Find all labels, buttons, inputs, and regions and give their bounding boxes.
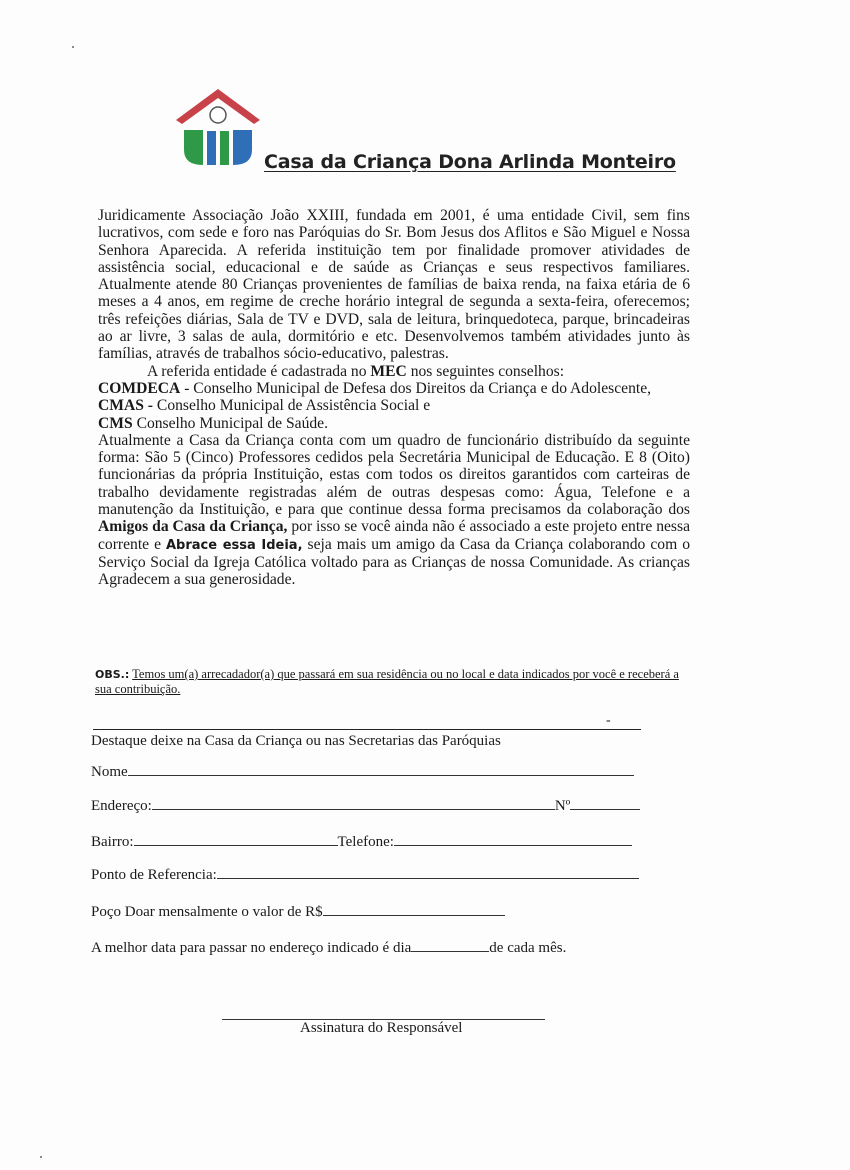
phone-label: Telefone: [337, 834, 394, 850]
cms-acronym: CMS [98, 414, 133, 432]
cmas-acronym: CMAS - [98, 397, 154, 415]
house-logo-icon [172, 86, 264, 168]
cmas-text: Conselho Municipal de Assistência Social e [156, 397, 431, 415]
name-row [91, 762, 634, 781]
address-row [91, 796, 640, 815]
mec-end: nos seguintes conselhos: [410, 362, 565, 380]
best-date-row [91, 938, 566, 957]
mec-acronym: MEC [370, 362, 407, 380]
mec-registration-line [98, 363, 690, 380]
number-label: Nº [554, 798, 571, 814]
obs-label: OBS.: [95, 668, 130, 681]
cut-mark: - [606, 713, 611, 728]
address-field[interactable] [152, 796, 555, 810]
staff-text-c: seja mais um amigo da Casa da Criança colaborando com o Serviço Social da Igreja Católica voltado para as Crianças de nossa Comunidade. As crianças Agradecem a sua generosidade. [98, 535, 690, 589]
district-field[interactable] [134, 832, 338, 846]
donation-value-label: Poço Doar mensalmente o valor de R$ [91, 904, 323, 920]
embrace-idea-highlight: Abrace essa Ideia, [166, 537, 303, 553]
district-label: Bairro: [91, 834, 134, 850]
comdeca-line [98, 380, 690, 397]
name-field[interactable] [128, 762, 634, 776]
mec-intro: A referida entidade é cadastrada no [147, 362, 367, 380]
staff-paragraph [98, 432, 690, 589]
intro-paragraph: Juridicamente Associação João XXIII, fundada em 2001, é uma entidade Civil, sem fins lucrativos, com sede e foro nas Paróquias do Sr. Bom Jesus dos Aflitos e São Miguel e Nossa Senhora Aparecida. A referida instituição tem por finalidade promover atividades de assistência social, educacional e de saúde as Crianças e seus respectivos familiares. Atualmente atende 80 Crianças provenientes de famílias de baixa renda, na faixa etária de 6 meses a 4 anos, em regime de creche horário integral de segunda a sexta-feira, oferecemos; três refeições diárias, Sala de TV e DVD, sala de leitura, brinquedoteca, parque, brincadeiras ao ar livre, 3 salas de aula, dormitório e etc. Desenvolvemos também atividades junto às famílias, através de trabalhos sócio-educativo, palestras. [98, 207, 690, 363]
best-date-label: A melhor data para passar no endereço indicado é dia [91, 940, 412, 956]
signature-label: Assinatura do Responsável [300, 1020, 463, 1036]
staff-text-a: Atualmente a Casa da Criança conta com um quadro de funcionário distribuído da seguinte forma: São 5 (Cinco) Professores cedidos pela Secretária Municipal de Educação. E 8 (Oito) funcionárias da própria Instituição, estas com todos os direitos garantidos com carteiras de trabalho devidamente registradas além de outras despesas como: Água, Telefone e a manutenção da Instituição, e para que continue dessa forma precisamos da colaboração dos [98, 431, 690, 519]
phone-field[interactable] [394, 832, 632, 846]
cms-line [98, 415, 690, 432]
detach-instruction: Destaque deixe na Casa da Criança ou nas Secretarias das Paróquias [91, 733, 501, 749]
cms-text: Conselho Municipal de Saúde. [136, 414, 328, 432]
address-label: Endereço: [91, 798, 152, 814]
comdeca-text: - Conselho Municipal de Defesa dos Direitos da Criança e do Adolescente, [184, 379, 652, 397]
reference-label: Ponto de Referencia: [91, 867, 217, 883]
donation-value-row [91, 902, 505, 921]
body-text [98, 207, 690, 589]
best-date-suffix: de cada mês. [489, 940, 567, 956]
name-label: Nome [91, 764, 128, 780]
obs-text: Temos um(a) arrecadador(a) que passará em sua residência ou no local e data indicados por você e receberá a sua contribuição. [95, 667, 679, 696]
scan-speck [40, 1156, 42, 1158]
best-date-field[interactable] [411, 938, 489, 952]
district-row [91, 832, 632, 851]
observation-note [95, 667, 695, 697]
reference-field[interactable] [217, 865, 639, 879]
friends-highlight: Amigos da Casa da Criança, [98, 518, 288, 536]
organization-title: Casa da Criança Dona Arlinda Monteiro [264, 151, 676, 173]
donation-value-field[interactable] [323, 902, 505, 916]
cut-line [93, 729, 641, 730]
cmas-line [98, 397, 690, 414]
reference-row [91, 865, 639, 884]
number-field[interactable] [570, 796, 640, 810]
scan-speck [72, 46, 74, 48]
comdeca-acronym: COMDECA [98, 379, 181, 397]
staff-text-b: por isso se você ainda não é associado a este projeto entre nessa corrente e [98, 518, 690, 553]
